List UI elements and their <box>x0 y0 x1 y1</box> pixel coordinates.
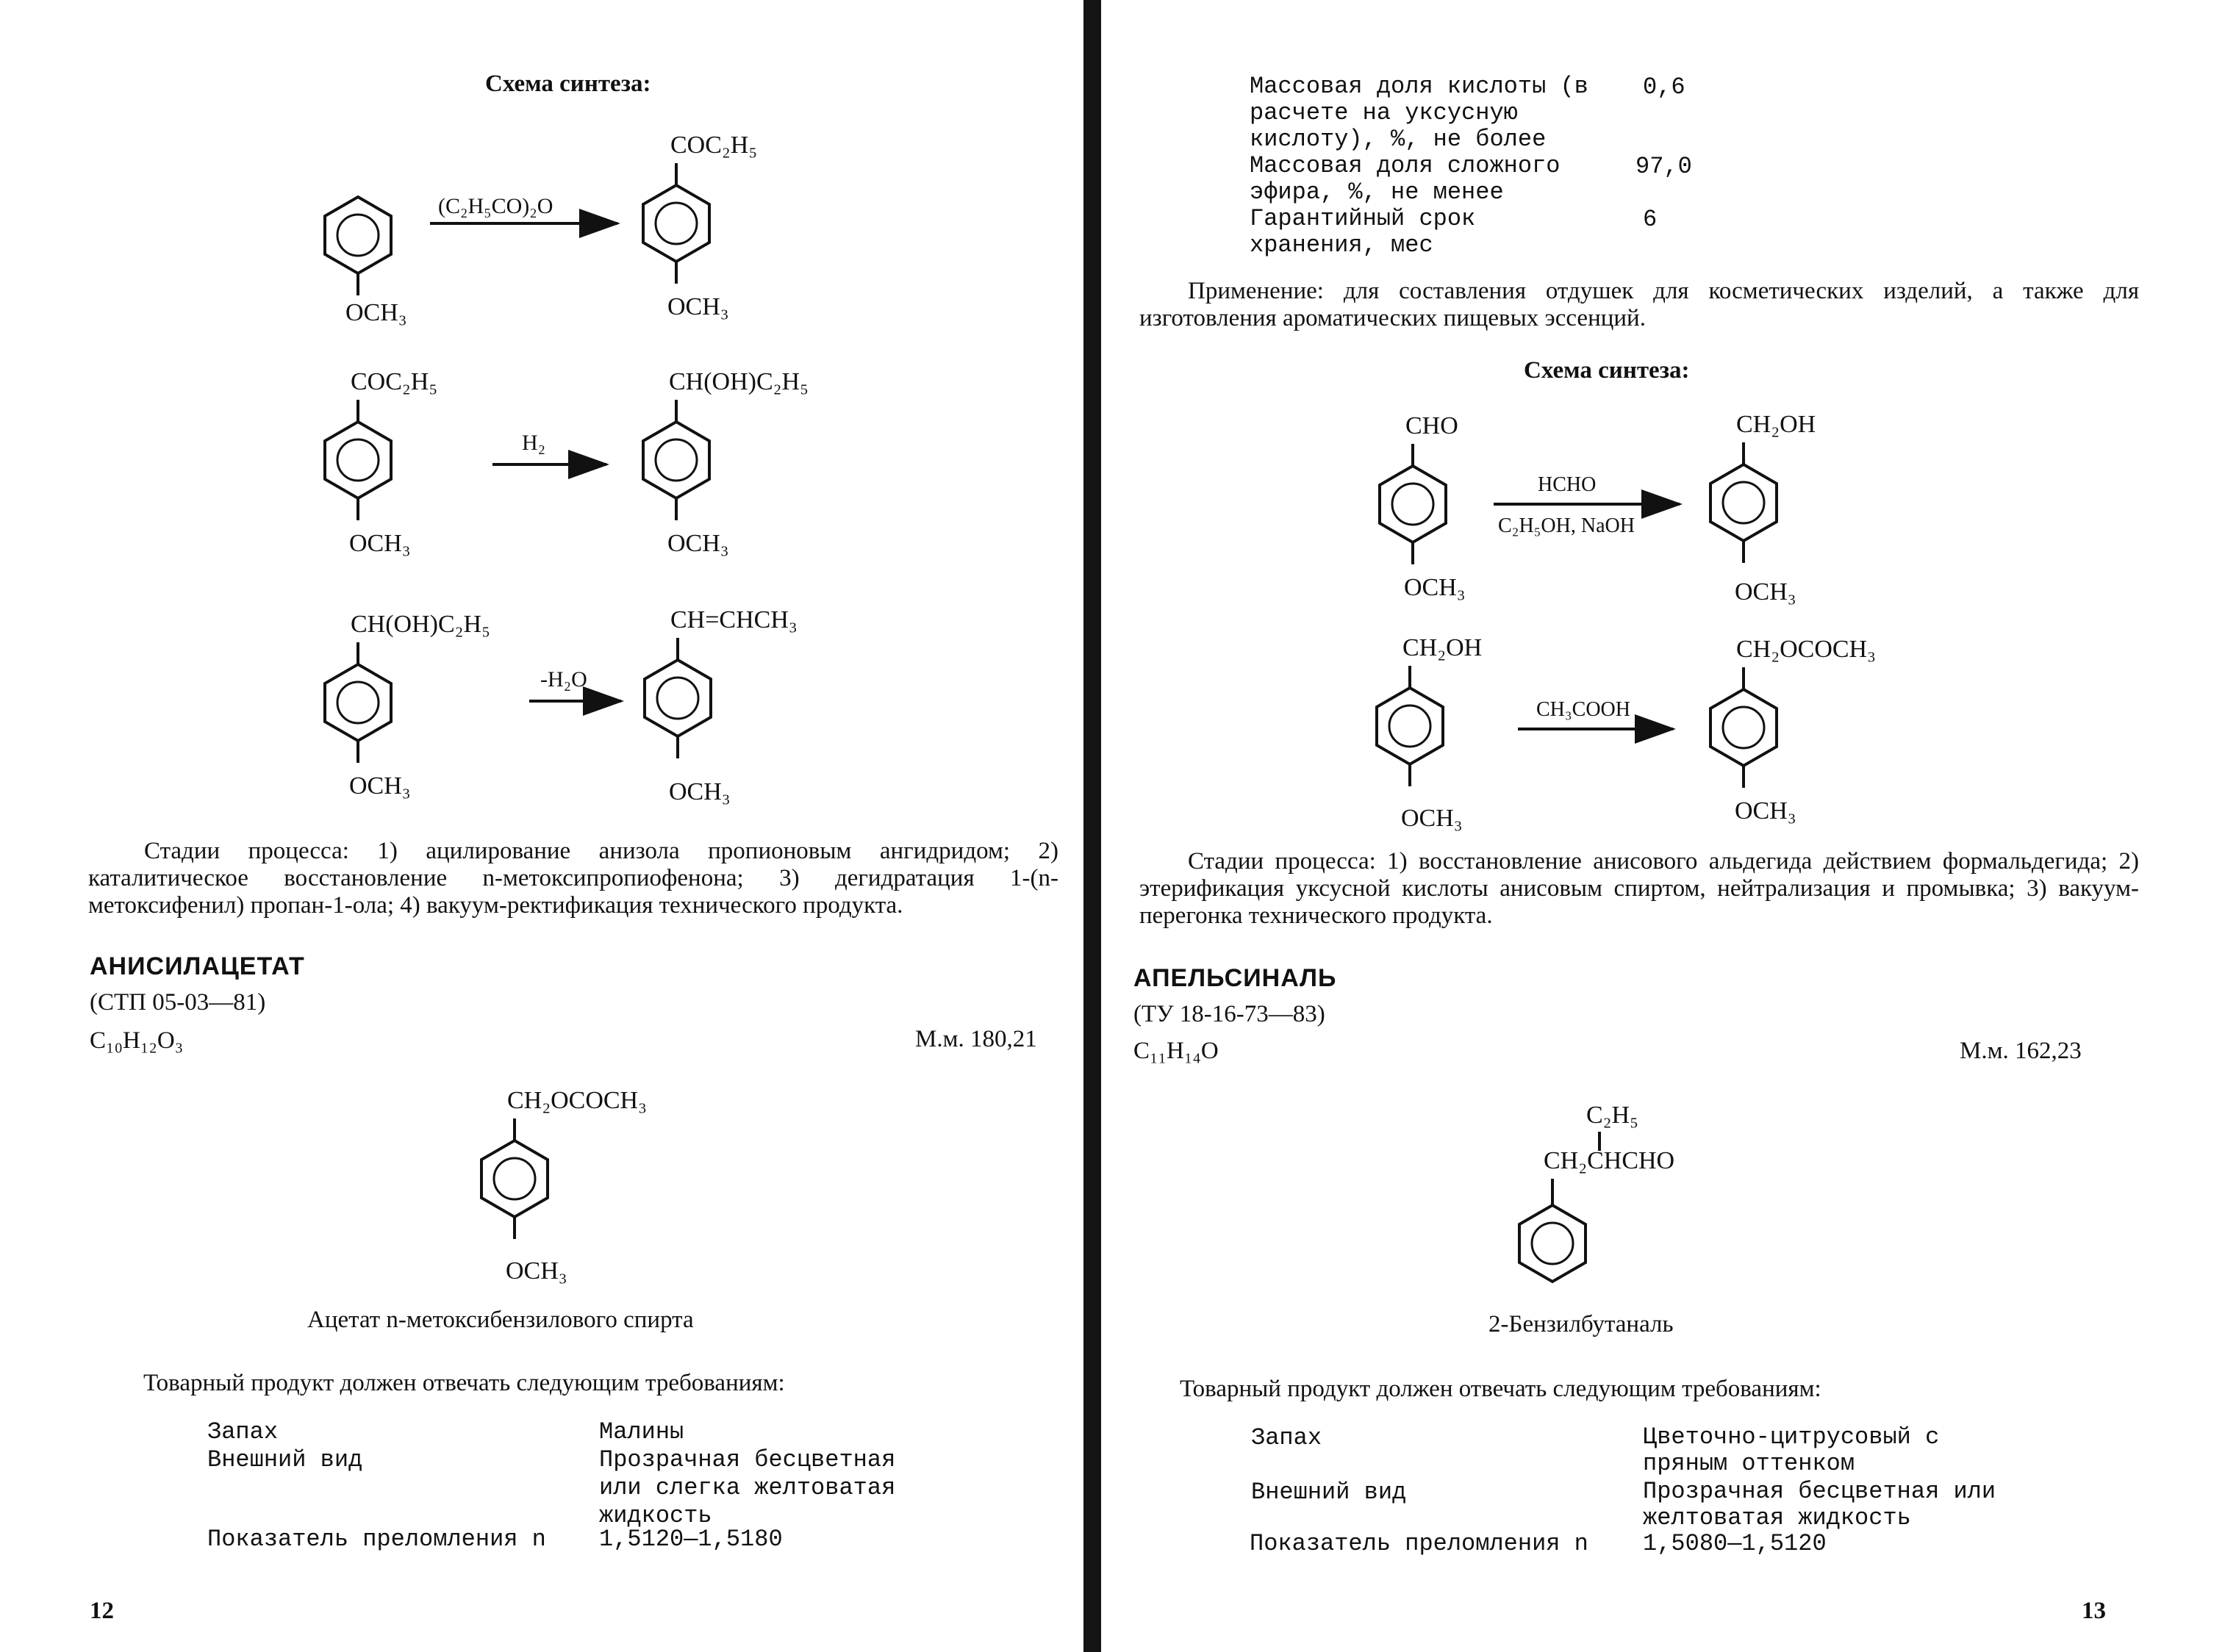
reagent-3: -H₂O <box>540 667 587 692</box>
propanol-structure-2 <box>325 611 490 800</box>
svg-text:OCH₃: OCH₃ <box>349 530 411 557</box>
reagent-1-bottom: C₂H₅OH, NaOH <box>1498 514 1635 537</box>
reagent-1: (C₂H₅CO)₂O <box>438 194 553 218</box>
req-prop-appearance: Внешний вид <box>1251 1479 1407 1506</box>
propiophenone-structure <box>325 368 437 557</box>
svg-text:C₂H₅: C₂H₅ <box>1586 1102 1638 1129</box>
svg-text:CH₂OCOCH₃: CH₂OCOCH₃ <box>1736 636 1876 663</box>
svg-text:OCH₃: OCH₃ <box>349 772 411 800</box>
req-prop-ester: Массовая доля сложного эфира, %, не менее <box>1250 152 1561 206</box>
svg-text:CH(OH)C₂H₅: CH(OH)C₂H₅ <box>351 611 490 638</box>
svg-text:OCH₃: OCH₃ <box>667 293 729 320</box>
svg-text:OCH₃: OCH₃ <box>1735 797 1796 825</box>
req-prop-appearance: Внешний вид <box>207 1446 363 1473</box>
anethole-structure <box>645 606 798 805</box>
req-val-ester: 97,0 <box>1635 153 1692 180</box>
req-prop-refraction: Показатель преломления n <box>207 1526 546 1553</box>
page-number: 12 <box>90 1598 114 1624</box>
req-prop-odor: Запах <box>207 1418 279 1446</box>
page-left <box>0 0 1088 1652</box>
anisyl-alcohol-structure <box>1710 411 1816 606</box>
svg-text:OCH₃: OCH₃ <box>1401 805 1463 832</box>
page-number: 13 <box>2082 1598 2106 1624</box>
och3-label: OCH₃ <box>345 299 407 326</box>
req-val-odor: Цветочно-цитрусовый с пряным оттенком <box>1643 1423 1940 1477</box>
methoxypropiophenone-structure <box>643 132 757 320</box>
req-val-appearance: Прозрачная бесцветная или слегка желтоватая жидкость <box>599 1446 896 1529</box>
req-val-appearance: Прозрачная бесцветная или желтоватая жидкость <box>1643 1478 1996 1531</box>
anisyl-alcohol-structure-2 <box>1377 634 1482 832</box>
req-prop-refraction: Показатель преломления n <box>1250 1530 1588 1557</box>
molecular-formula: C₁₀H₁₂O₃ <box>90 1027 184 1054</box>
scheme-title: Схема синтеза: <box>1524 357 1690 384</box>
req-val-refraction: 1,5080—1,5120 <box>1643 1530 1827 1557</box>
req-prop-odor: Запах <box>1251 1424 1322 1451</box>
process-stages: Стадии процесса: 1) ацилирование анизола пропионовым ангидридом; 2) каталитическое восстановление n-метоксипропиофенона; 3) дегидратация 1-(n-метоксифенил) пропан-1-ола; 4) вакуум-ректификация технического продукта. <box>88 838 1058 919</box>
svg-text:COC₂H₅: COC₂H₅ <box>351 368 438 395</box>
molecular-weight: М.м. 180,21 <box>915 1026 1037 1052</box>
standard-code: (СТП 05-03—81) <box>90 989 266 1016</box>
synthesis-scheme-right <box>1103 0 2190 867</box>
anisole-structure <box>325 197 407 326</box>
process-stages: Стадии процесса: 1) восстановление анисового альдегида действием формальдегида; 2) этерификация уксусной кислоты анисовым спиртом, нейтрализация и промывка; 3) вакуум-перегонка технического продукта. <box>1139 848 2139 929</box>
req-prop-shelf-life: Гарантийный срок хранения, мес <box>1250 205 1476 259</box>
requirements-intro: Товарный продукт должен отвечать следующим требованиям: <box>143 1370 785 1396</box>
svg-text:CH₂CHCHO: CH₂CHCHO <box>1544 1147 1675 1174</box>
svg-text:OCH₃: OCH₃ <box>506 1257 567 1285</box>
req-prop-acid: Массовая доля кислоты (в расчете на уксусную кислоту), %, не более <box>1250 73 1588 153</box>
application: Применение: для составления отдушек для косметических изделий, а также для изготовления ароматических пищевых эссенций. <box>1139 278 2139 331</box>
svg-text:OCH₃: OCH₃ <box>667 530 729 557</box>
molecular-weight: М.м. 162,23 <box>1960 1038 2082 1064</box>
svg-text:OCH₃: OCH₃ <box>1404 574 1466 601</box>
scheme-title: Схема синтеза: <box>485 71 651 97</box>
svg-text:CH=CHCH₃: CH=CHCH₃ <box>670 606 798 633</box>
structure-caption: 2-Бензилбутаналь <box>1488 1311 1674 1337</box>
req-val-refraction: 1,5120—1,5180 <box>599 1526 783 1553</box>
synthesis-scheme-left <box>0 0 1088 867</box>
propanol-structure <box>643 368 809 557</box>
reagent-1-top: HCHO <box>1538 473 1597 496</box>
svg-text:CH₂OCOCH₃: CH₂OCOCH₃ <box>507 1087 647 1114</box>
anisyl-acetate-structure <box>1710 636 1876 825</box>
compound-name: АНИСИЛАЦЕТАТ <box>90 952 305 980</box>
svg-text:CH₂OH: CH₂OH <box>1736 411 1816 438</box>
compound-name: АПЕЛЬСИНАЛЬ <box>1133 964 1337 992</box>
anisaldehyde-structure <box>1380 412 1466 601</box>
svg-text:CH(OH)C₂H₅: CH(OH)C₂H₅ <box>669 368 809 395</box>
svg-text:OCH₃: OCH₃ <box>1735 578 1796 606</box>
standard-code: (ТУ 18-16-73—83) <box>1133 1001 1325 1027</box>
req-val-acid: 0,6 <box>1643 73 1685 101</box>
svg-text:OCH₃: OCH₃ <box>669 778 731 805</box>
reagent-2: H₂ <box>522 431 546 455</box>
svg-text:COC₂H₅: COC₂H₅ <box>670 132 758 159</box>
molecular-formula: C₁₁H₁₄O <box>1133 1038 1219 1064</box>
page-right <box>1103 0 2190 1652</box>
requirements-intro: Товарный продукт должен отвечать следующим требованиям: <box>1180 1376 1821 1402</box>
req-val-shelf-life: 6 <box>1643 206 1658 233</box>
svg-text:CHO: CHO <box>1405 412 1458 439</box>
svg-text:CH₂OH: CH₂OH <box>1402 634 1483 661</box>
structure-caption: Ацетат n-метоксибензилового спирта <box>307 1307 694 1333</box>
reagent-2: CH₃COOH <box>1536 698 1630 721</box>
req-val-odor: Малины <box>599 1418 684 1446</box>
